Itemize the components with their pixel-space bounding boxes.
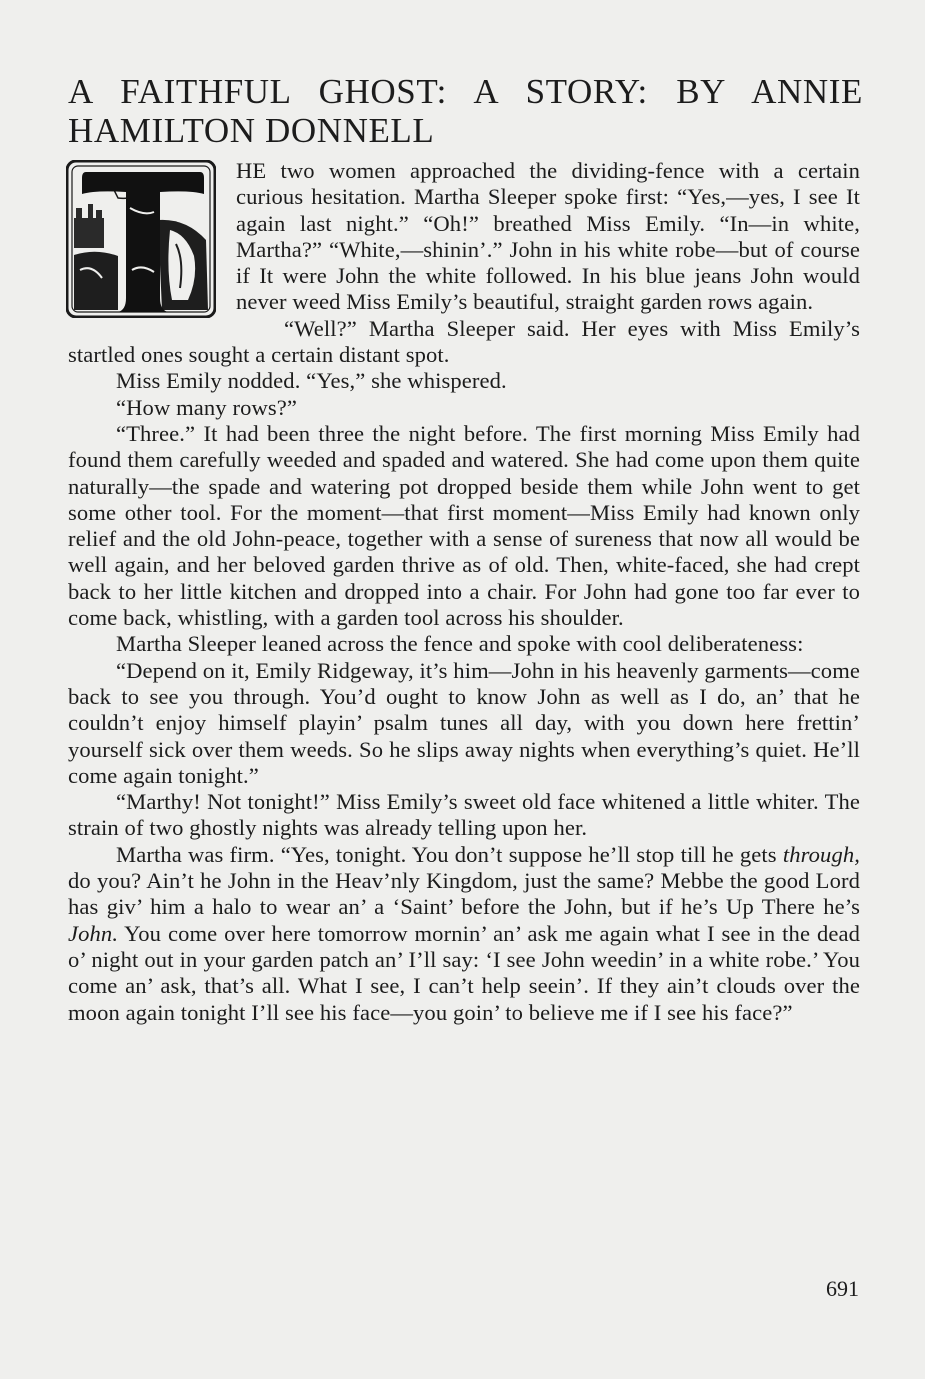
paragraph-9-part-3: You come over here tomorrow mornin’ an’ ask me again what I see in the dead o’ night out in your garden patch an’ I’ll say: ‘I see John weedin’ in a white robe.’ You come an’ ask, that’s all. What I see, I can’t help seein’. If they ain’t clouds over the moon again tonight I’ll see his face—you goin’ to believe me if I see his face?” — [68, 920, 860, 1025]
article-title: A FAITHFUL GHOST: A STORY: BY ANNIE HAMILTON DONNELL — [68, 72, 863, 150]
paragraph-6: Martha Sleeper leaned across the fence and spoke with cool deliberateness: — [116, 631, 804, 657]
paragraph-5: “Three.” It had been three the night before. The first morning Miss Emily had found them carefully weeded and spaded and watered. She had come upon them quite naturally—the spade and watering pot dropped beside them while John went to get some other tool. For the moment—that first moment—Miss Emily had known only relief and the old John-peace, together with a sense of sureness that now all would be well again, and her beloved garden thrive as of old. Then, white-faced, she had crept back to her little kitchen and dropped into a chair. For John had gone too far ever to come back, whistling, with a garden tool across his shoulder. — [68, 420, 860, 631]
paragraph-7: “Depend on it, Emily Ridgeway, it’s him—John in his heavenly garments—come back to see you through. You’d ought to know John as well as I do, an’ that he couldn’t enjoy himself playin’ psalm tunes all day, with you down here frettin’ yourself sick over them weeds. So he slips away nights when everything’s quiet. He’ll come again tonight.” — [68, 657, 860, 788]
article-body — [68, 158, 860, 1026]
paragraph-8: “Marthy! Not tonight!” Miss Emily’s sweet old face whitened a little whiter. The strain of two ghostly nights was already telling upon her. — [68, 789, 860, 841]
paragraph-1: HE two women approached the dividing-fence with a certain curious hesitation. Martha Sleeper spoke first: “Yes,—yes, I see It again last night.” “Oh!” breathed Miss Emily. “In—in white, Martha?” “White,—shinin’.” John in his white robe—but of course if It were John the white followed. In his blue jeans John would never weed Miss Emily’s beautiful, straight garden rows again. — [236, 158, 860, 315]
paragraph-2: “Well?” Martha Sleeper said. Her eyes with Miss Emily’s startled ones sought a certain distant spot. — [68, 315, 860, 368]
paragraph-9 — [68, 842, 860, 1026]
page-number: 691 — [826, 1276, 859, 1301]
paragraph-9-part-1: Martha was firm. “Yes, tonight. You don’t suppose he’ll stop till he gets — [116, 841, 783, 867]
paragraph-4: “How many rows?” — [116, 394, 298, 420]
paragraph-3: Miss Emily nodded. “Yes,” she whispered. — [116, 368, 507, 394]
emphasis-through: through, — [782, 841, 860, 867]
emphasis-john: John. — [68, 920, 119, 946]
dropcap-illustration — [66, 160, 216, 318]
paragraph-9-part-2: do you? Ain’t he John in the Heav’nly Kingdom, just the same? Mebbe the good Lord has giv’ him a halo to wear an’ a ‘Saint’ before the John, but if he’s Up There he’s — [68, 868, 860, 920]
